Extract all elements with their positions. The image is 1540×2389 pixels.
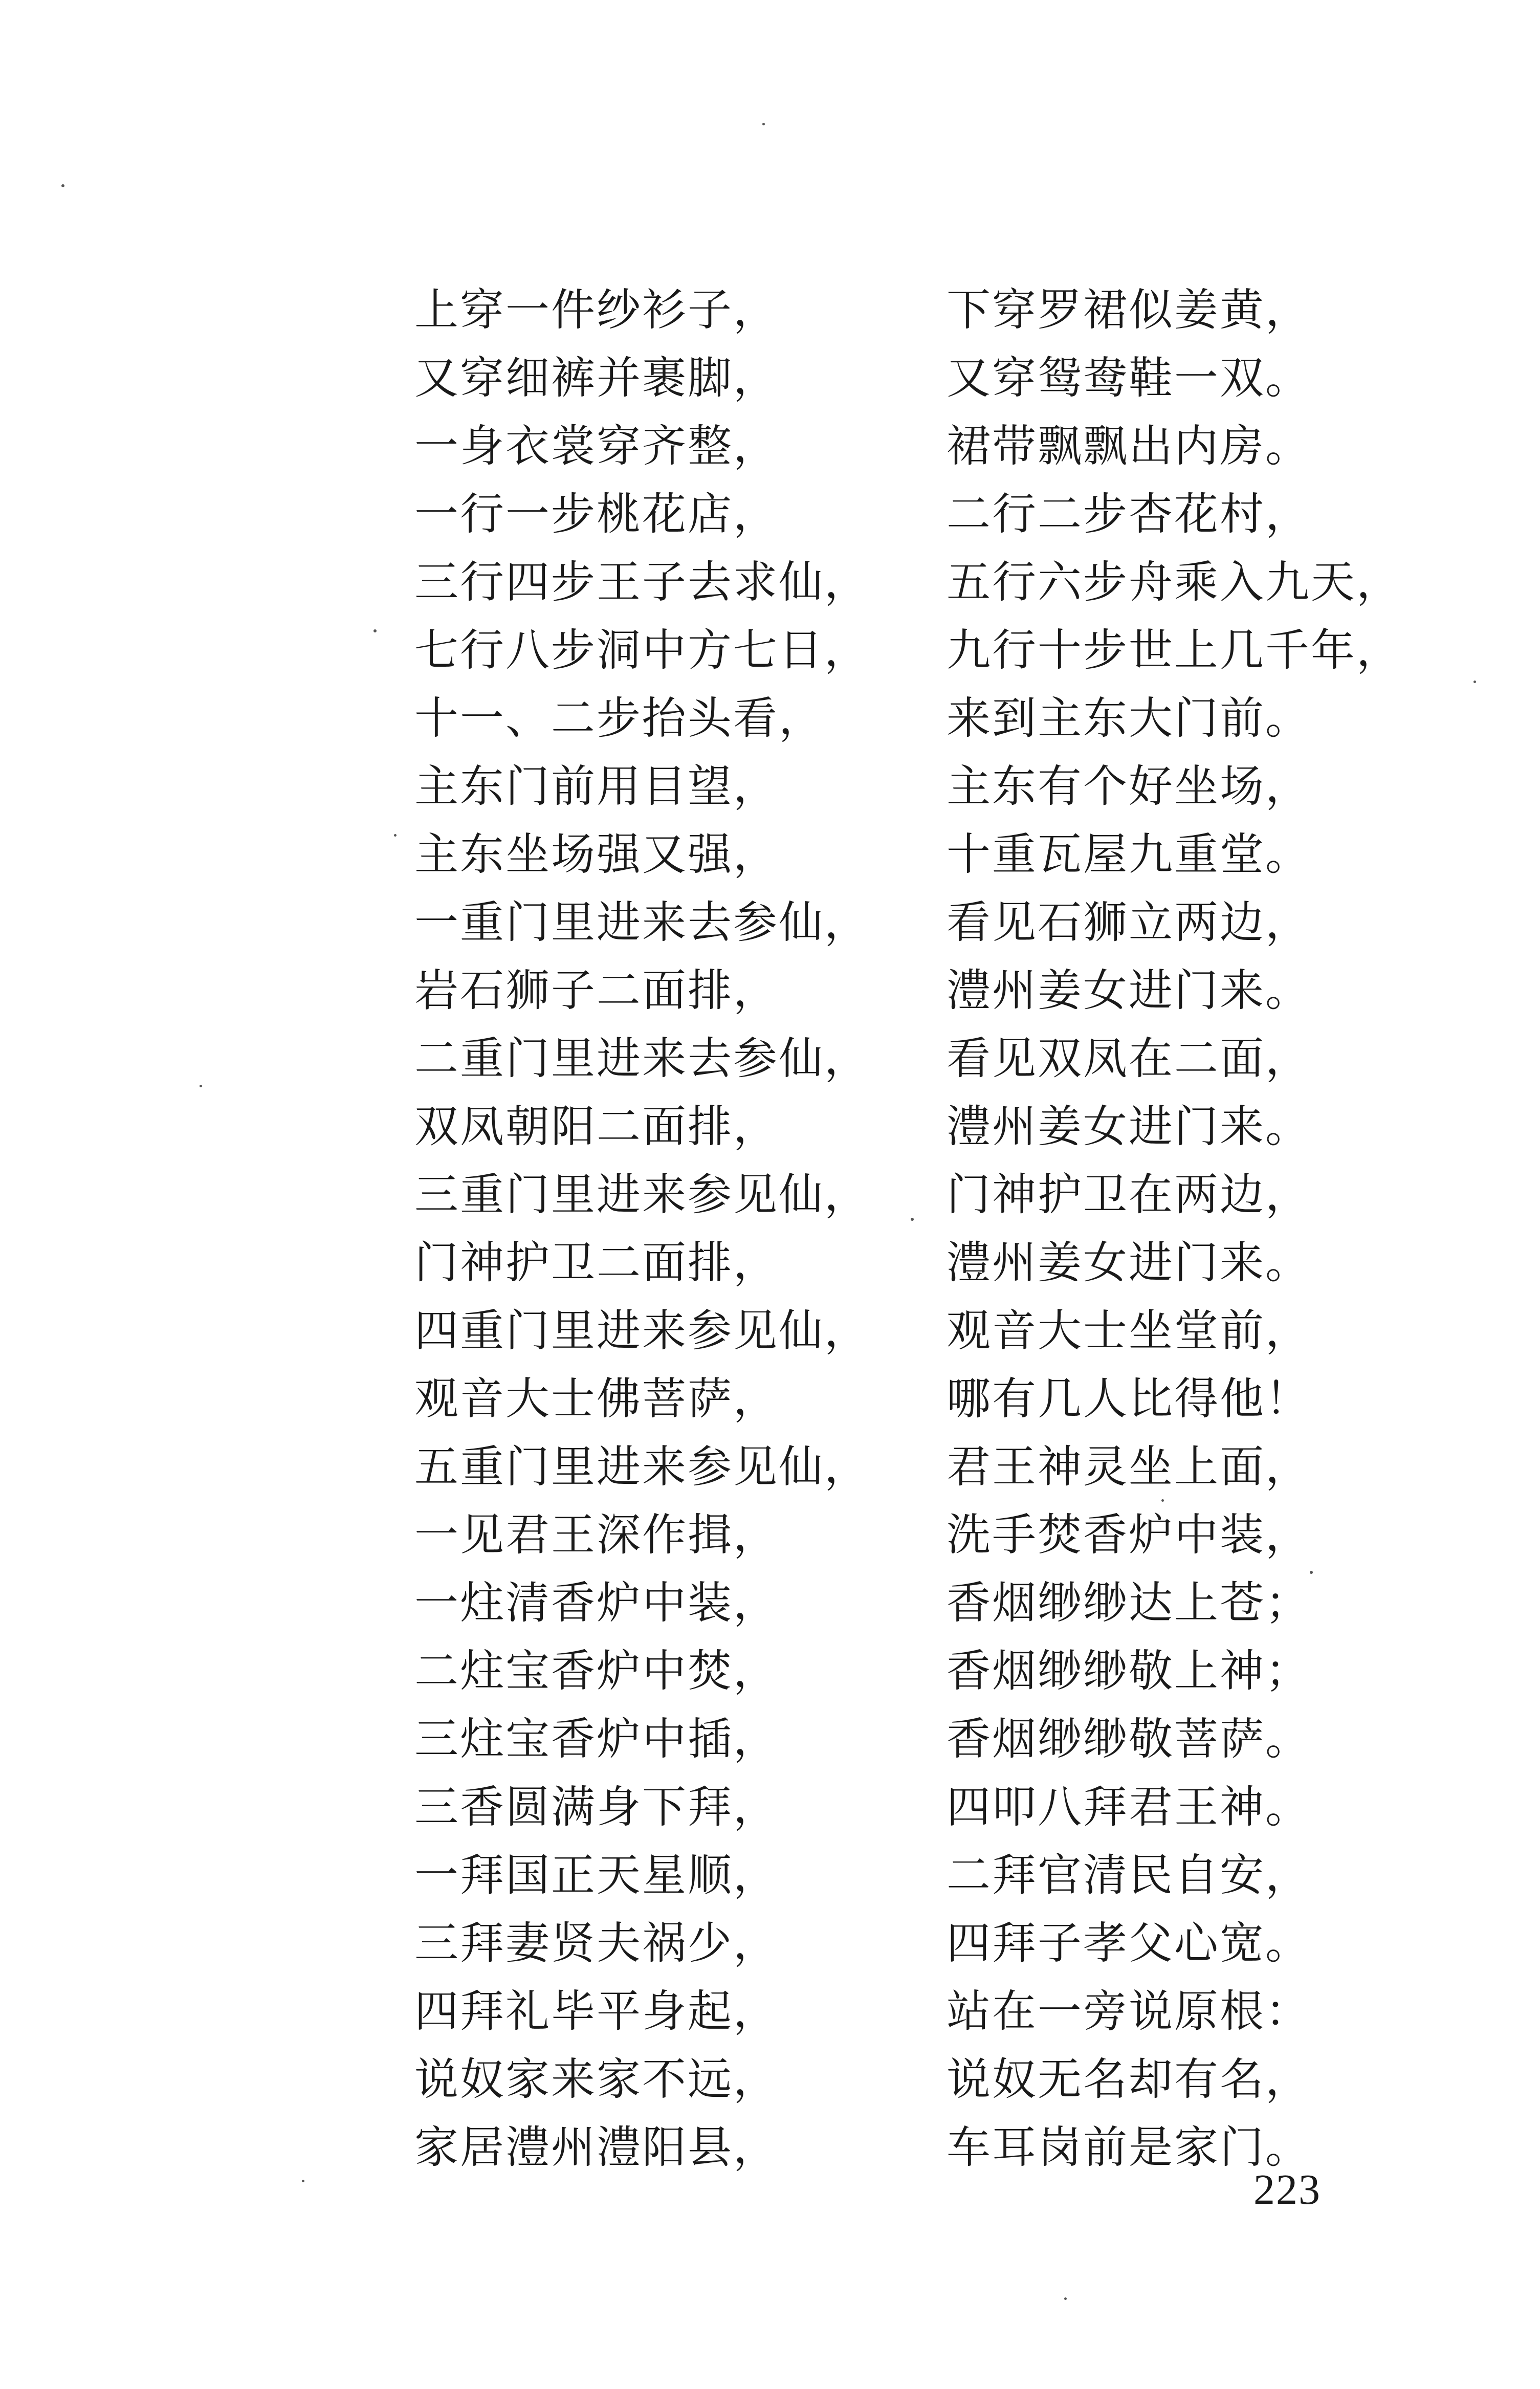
verse-line-left: 三重门里进来参见仙， bbox=[414, 1169, 870, 1220]
verse-line-left: 一重门里进来去参仙， bbox=[414, 897, 870, 948]
verse-line-left: 二炷宝香炉中焚， bbox=[414, 1646, 779, 1697]
verse-line-left: 又穿细裤并裹脚， bbox=[414, 353, 779, 404]
page-number: 223 bbox=[1253, 2166, 1321, 2213]
scan-speck bbox=[1473, 681, 1476, 683]
verse-line-right: 看见石狮立两边， bbox=[947, 897, 1311, 948]
verse-line-right: 来到主东大门前。 bbox=[947, 693, 1311, 744]
verse-line-right: 又穿鸳鸯鞋一双。 bbox=[947, 353, 1311, 404]
verse-line-right: 下穿罗裙似姜黄， bbox=[947, 284, 1311, 336]
scan-speck bbox=[1161, 1499, 1164, 1502]
verse-line-right: 香烟缈缈达上苍； bbox=[947, 1577, 1311, 1629]
verse-line-left: 二重门里进来去参仙， bbox=[414, 1033, 870, 1084]
verse-line-left: 双凤朝阳二面排， bbox=[414, 1101, 779, 1152]
verse-line-right: 裙带飘飘出内房。 bbox=[947, 421, 1311, 472]
verse-line-right: 门神护卫在两边， bbox=[947, 1169, 1311, 1220]
verse-line-right: 说奴无名却有名， bbox=[947, 2054, 1311, 2105]
scan-speck bbox=[1064, 2297, 1067, 2300]
verse-line-right: 四拜子孝父心宽。 bbox=[947, 1918, 1311, 1969]
verse-line-right: 哪有几人比得他！ bbox=[947, 1373, 1311, 1424]
verse-line-right: 二行二步杏花村， bbox=[947, 489, 1311, 540]
verse-line-left: 主东门前用目望， bbox=[414, 761, 779, 812]
verse-line-left: 三香圆满身下拜， bbox=[414, 1782, 779, 1833]
verse-line-right: 香烟缈缈敬菩萨。 bbox=[947, 1714, 1311, 1765]
verse-lines bbox=[414, 276, 1402, 2182]
verse-line-left: 主东坐场强又强， bbox=[414, 829, 779, 880]
verse-line-left: 四重门里进来参见仙， bbox=[414, 1305, 870, 1356]
verse-line-left: 三炷宝香炉中插， bbox=[414, 1714, 779, 1765]
verse-line-right: 五行六步舟乘入九天， bbox=[947, 557, 1402, 608]
verse-line-left: 三行四步王子去求仙， bbox=[414, 557, 870, 608]
scan-speck bbox=[373, 629, 377, 632]
verse-line-left: 上穿一件纱衫子， bbox=[414, 284, 779, 336]
verse-line-left: 一身衣裳穿齐整， bbox=[414, 421, 779, 472]
verse-line-right: 观音大士坐堂前， bbox=[947, 1305, 1311, 1356]
verse-line-right: 九行十步世上几千年， bbox=[947, 625, 1402, 676]
verse-line-right: 四叩八拜君王神。 bbox=[947, 1782, 1311, 1833]
verse-line-right: 主东有个好坐场， bbox=[947, 761, 1311, 812]
verse-line-left: 四拜礼毕平身起， bbox=[414, 1986, 779, 2037]
verse-line-left: 观音大士佛菩萨， bbox=[414, 1373, 779, 1424]
verse-line-left: 五重门里进来参见仙， bbox=[414, 1441, 870, 1493]
verse-line-left: 三拜妻贤夫祸少， bbox=[414, 1918, 779, 1969]
verse-line-right: 澧州姜女进门来。 bbox=[947, 1237, 1311, 1288]
verse-line-left: 门神护卫二面排， bbox=[414, 1237, 779, 1288]
verse-line-right: 君王神灵坐上面， bbox=[947, 1441, 1311, 1493]
verse-line-right: 看见双凤在二面， bbox=[947, 1033, 1311, 1084]
verse-line-left: 一行一步桃花店， bbox=[414, 489, 779, 540]
verse-line-left: 岩石狮子二面排， bbox=[414, 965, 779, 1016]
scan-speck bbox=[61, 184, 64, 187]
scan-speck bbox=[394, 834, 397, 837]
verse-line-right: 二拜官清民自安， bbox=[947, 1850, 1311, 1901]
verse-line-right: 香烟缈缈敬上神； bbox=[947, 1646, 1311, 1697]
verse-line-left: 一炷清香炉中装， bbox=[414, 1577, 779, 1629]
scan-speck bbox=[762, 123, 765, 125]
verse-line-left: 一拜国正天星顺， bbox=[414, 1850, 779, 1901]
verse-line-left: 一见君王深作揖， bbox=[414, 1509, 779, 1561]
verse-line-right: 澧州姜女进门来。 bbox=[947, 965, 1311, 1016]
scan-speck bbox=[911, 1218, 914, 1221]
verse-line-right: 澧州姜女进门来。 bbox=[947, 1101, 1311, 1152]
scan-speck bbox=[1310, 1571, 1313, 1574]
scan-speck bbox=[302, 2180, 304, 2182]
verse-line-left: 十一、二步抬头看， bbox=[414, 693, 824, 744]
verse-line-right: 站在一旁说原根： bbox=[947, 1986, 1311, 2037]
scan-speck bbox=[200, 1085, 202, 1087]
verse-line-left: 七行八步洞中方七日， bbox=[414, 625, 870, 676]
verse-line-left: 家居澧州澧阳县， bbox=[414, 2122, 779, 2173]
verse-line-right: 洗手焚香炉中装， bbox=[947, 1509, 1311, 1561]
verse-line-right: 十重瓦屋九重堂。 bbox=[947, 829, 1311, 880]
verse-line-left: 说奴家来家不远， bbox=[414, 2054, 779, 2105]
verse-line-right: 车耳岗前是家门。 bbox=[947, 2122, 1311, 2173]
